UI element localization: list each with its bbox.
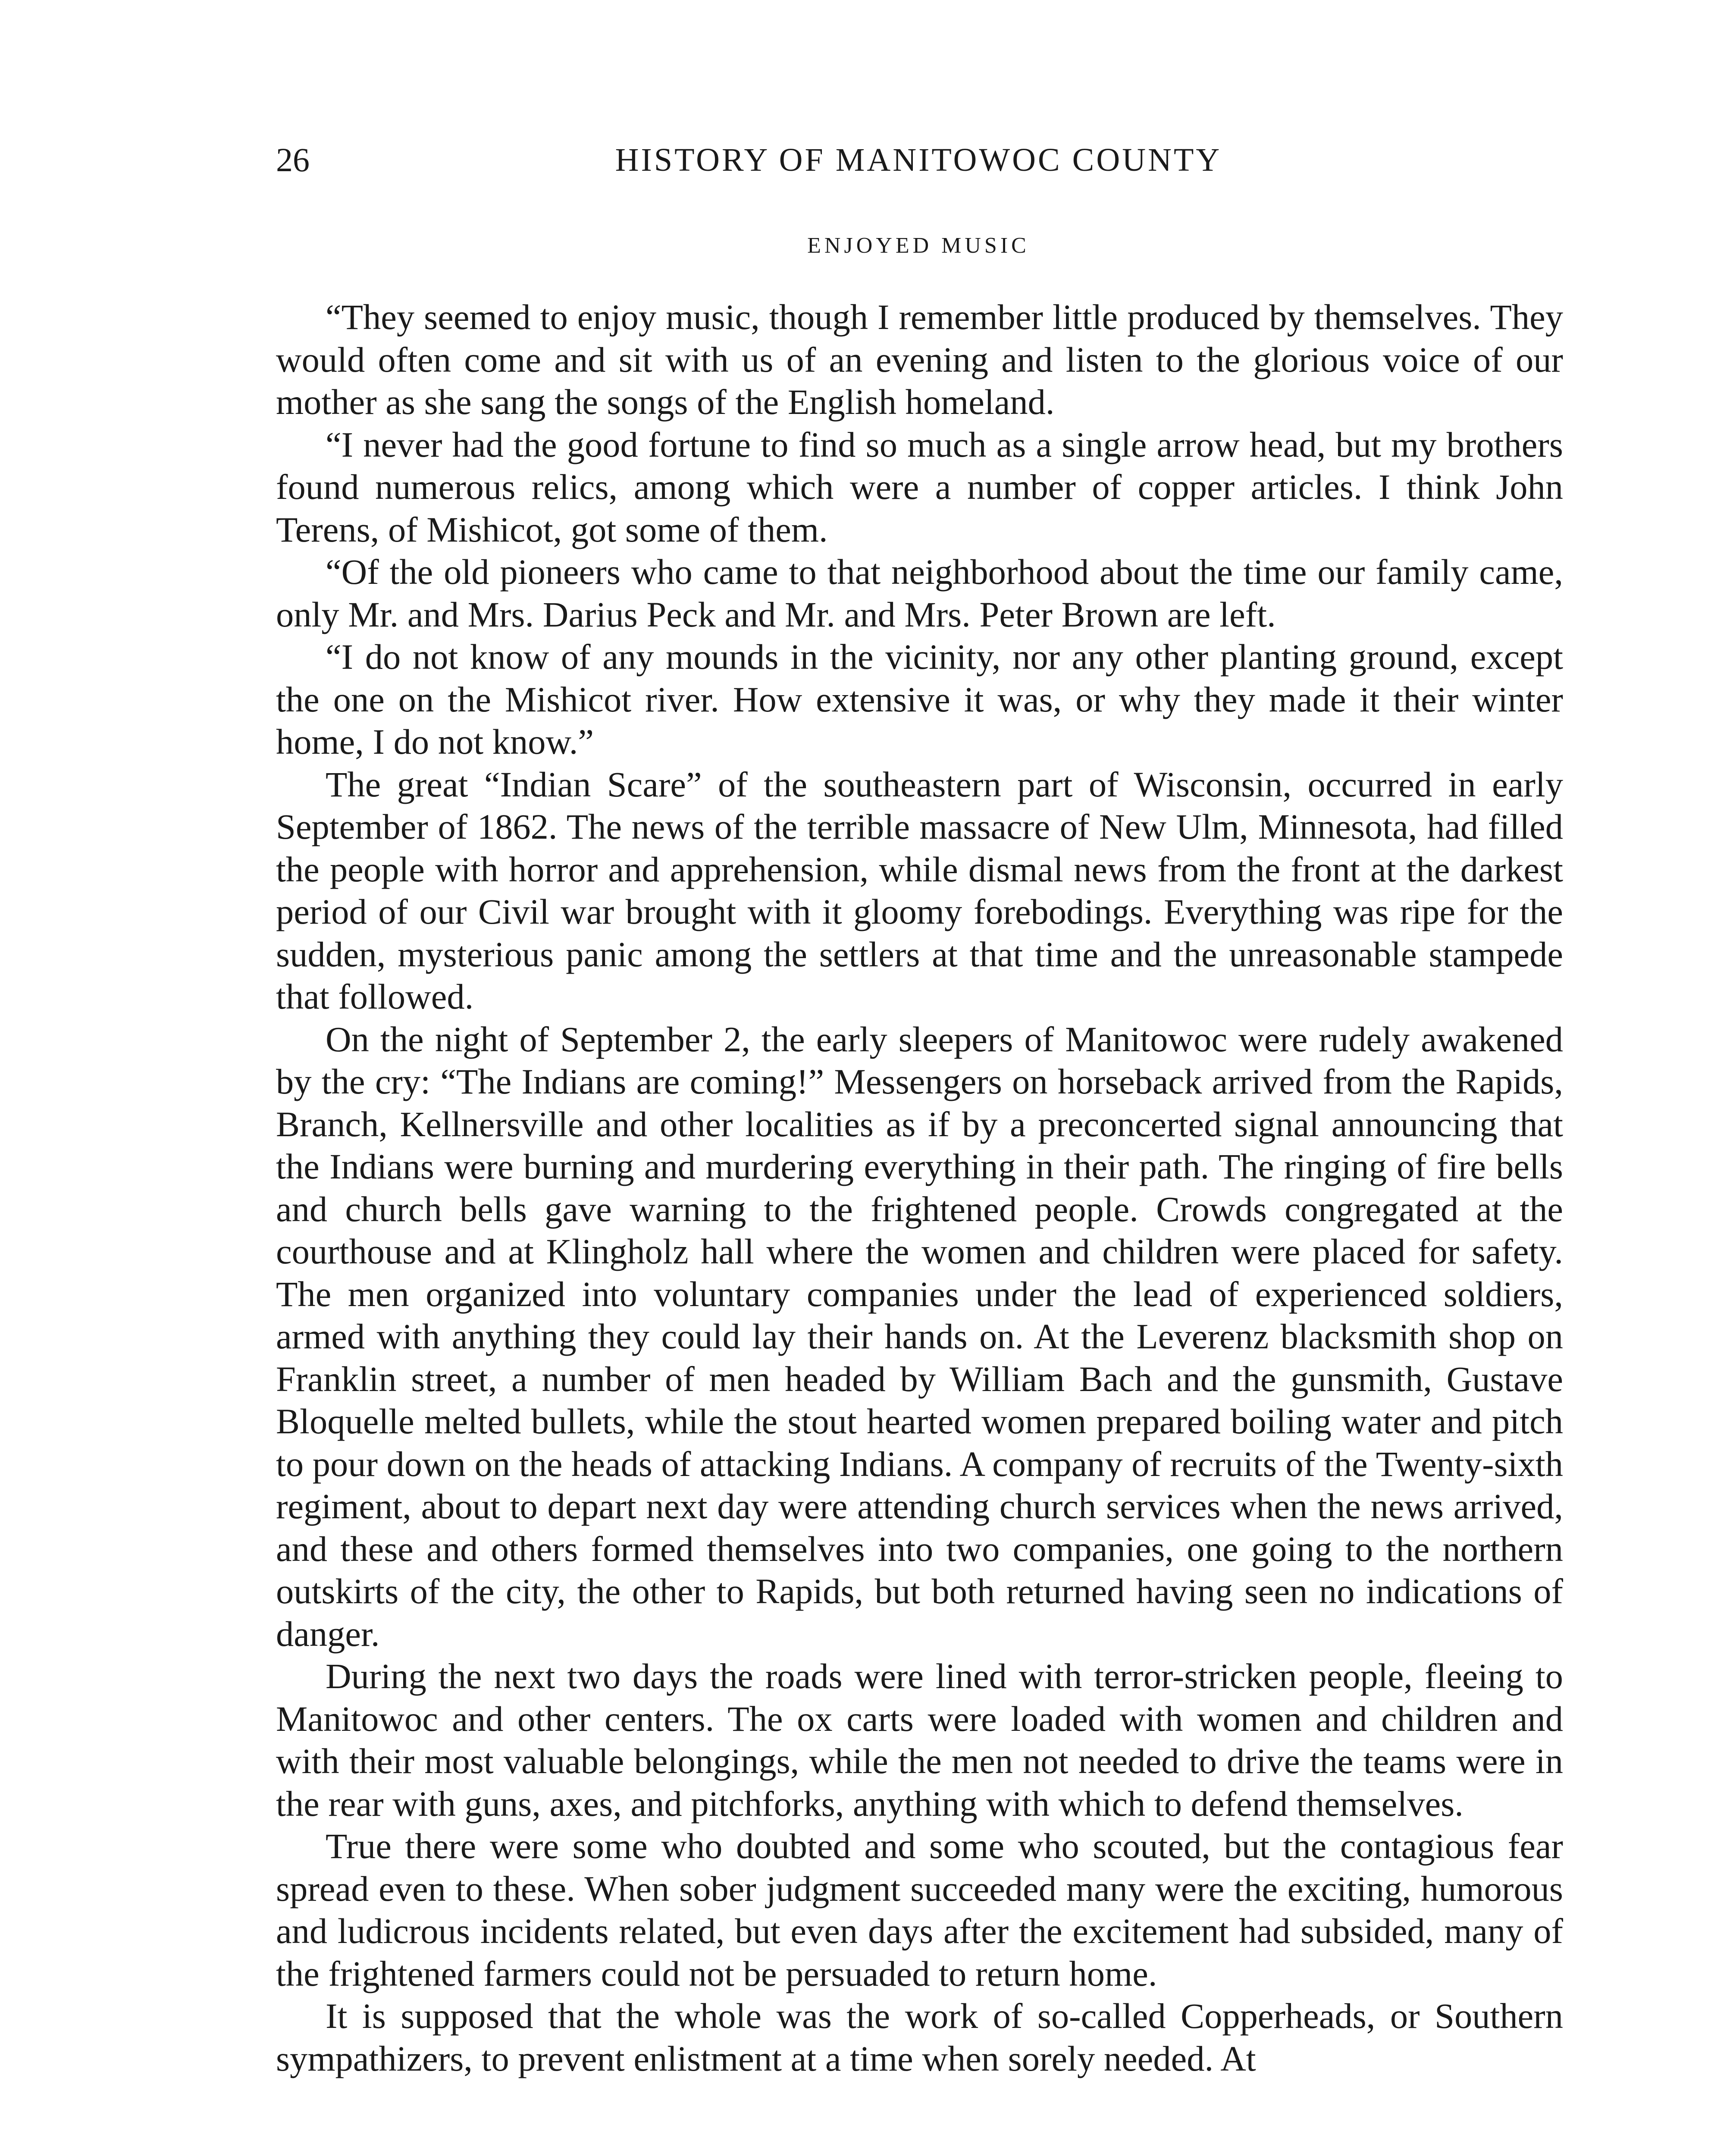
paragraph: It is supposed that the whole was the work of so-called Copperheads, or Southern sympathizers, to prevent enlistment at a time when sorely needed. At xyxy=(276,1996,1563,2078)
paragraph: “They seemed to enjoy music, though I remember little produced by themselves. They would often come and sit with us of an evening and listen to the glorious voice of our mother as she sang the songs of the English homeland. xyxy=(276,297,1563,422)
paragraph: “I do not know of any mounds in the vicinity, nor any other planting ground, except the one on the Mishicot river. How extensive it was, or why they made it their winter home, I do not know.” xyxy=(276,637,1563,761)
page-header xyxy=(276,136,1561,184)
paragraph: “Of the old pioneers who came to that neighborhood about the time our family came, only Mr. and Mrs. Darius Peck and Mr. and Mrs. Peter Brown are left. xyxy=(276,552,1563,634)
paragraph: True there were some who doubted and some who scouted, but the contagious fear spread even to these. When sober judgment succeeded many were the exciting, humorous and ludicrous incidents related, but even days after the excitement had subsided, many of the frightened farmers could not be persuaded to return home. xyxy=(276,1826,1563,1993)
page-number: 26 xyxy=(276,141,310,179)
paragraph: On the night of September 2, the early sleepers of Manitowoc were rudely awakened by the cry: “The Indians are coming!” Messengers on horseback arrived from the Rapids, Branch, Kellnersville and other localities as if by a preconcerted signal announcing that the Indians were burning and murdering everything in their path. The ringing of fire bells and church bells gave warning to the frightened people. Crowds congregated at the courthouse and at Klingholz hall where the women and children were placed for safety. The men organized into voluntary companies under the lead of experienced soldiers, armed with anything they could lay their hands on. At the Leverenz blacksmith shop on Franklin street, a number of men headed by William Bach and the gunsmith, Gustave Bloquelle melted bullets, while the stout hearted women prepared boiling water and pitch to pour down on the heads of attacking Indians. A company of recruits of the Twenty-sixth regiment, about to depart next day were attending church services when the news arrived, and these and others formed themselves into two companies, one going to the northern outskirts of the city, the other to Rapids, but both returned having seen no indications of danger. xyxy=(276,1019,1563,1654)
running-head: HISTORY OF MANITOWOC COUNTY xyxy=(615,142,1222,178)
paragraph: The great “Indian Scare” of the southeastern part of Wisconsin, occurred in early September of 1862. The news of the terrible massacre of New Ulm, Minnesota, had filled the people with horror and apprehension, while dismal news from the front at the darkest period of our Civil war brought with it gloomy forebodings. Everything was ripe for the sudden, mysterious panic among the settlers at that time and the unreasonable stampede that followed. xyxy=(276,764,1563,1016)
paragraph: “I never had the good fortune to find so much as a single arrow head, but my brothers found numerous relics, among which were a number of copper articles. I think John Terens, of Mishicot, got some of them. xyxy=(276,424,1563,549)
body-text xyxy=(276,296,1563,2080)
paragraph: During the next two days the roads were lined with terror-stricken people, fleeing to Manitowoc and other centers. The ox carts were loaded with women and children and with their most valuable belongings, while the men not needed to drive the teams were in the rear with guns, axes, and pitchforks, anything with which to defend themselves. xyxy=(276,1656,1563,1824)
section-heading: ENJOYED MUSIC xyxy=(807,233,1030,258)
